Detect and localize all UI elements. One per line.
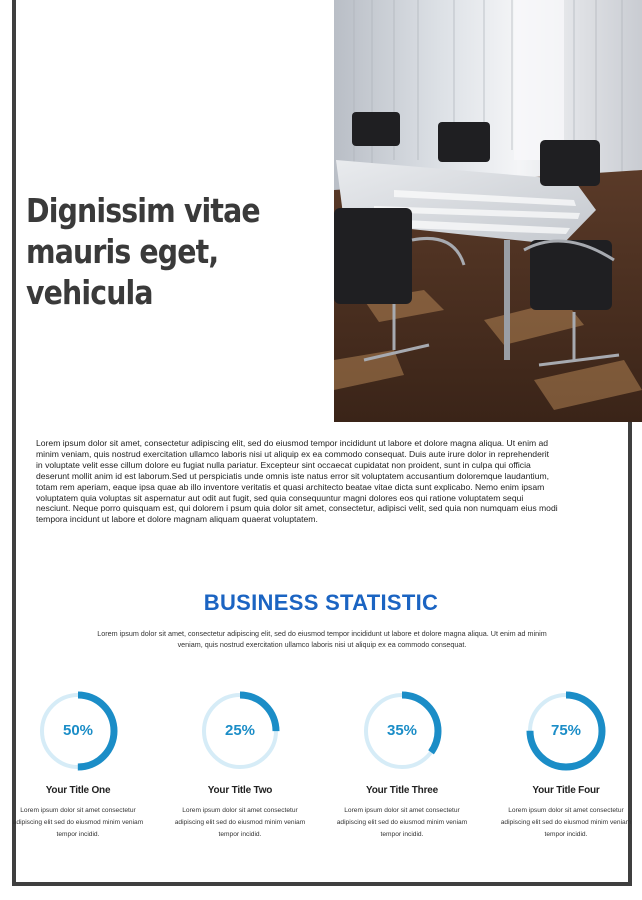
stat-card-1 — [8, 690, 148, 841]
conference-room-photo — [334, 0, 642, 422]
hero-heading: Dignissim vitae mauris eget, vehicula — [26, 191, 260, 312]
stats-subtitle: Lorem ipsum dolor sit amet, consectetur adipiscing elit, sed do eiusmod tempor incididunt ut labore et dolore magna aliqua. Ut enim ad minim veniam, quis nostrud exercitation ullamco laboris nisi ut aliquip ex ea commodo consequat. — [97, 629, 547, 649]
stat-card-title: Your Title Four — [532, 785, 600, 796]
stat-card-3 — [332, 690, 472, 841]
stat-card-title: Your Title Two — [207, 785, 273, 796]
stat-card-description: Lorem ipsum dolor sit amet consectetur adipiscing elit sed do eiusmod minim veniam tempor incidid. — [174, 807, 306, 838]
intro-paragraph: Lorem ipsum dolor sit amet, consectetur adipiscing elit, sed do eiusmod tempor incididunt ut labore et dolore magna aliqua. Ut enim ad minim veniam, quis nostrud exercitation ullamco laboris nisi ut aliquip ex ea commodo consequat. Duis aute irure dolor in reprehenderit in voluptate velit esse cillum dolore eu fugiat nulla pariatur. Excepteur sint occaecat cupidatat non proident, sunt in culpa qui officia deserunt mollit anim id est laborum.Sed ut perspiciatis unde omnis iste natus error sit voluptatem accusantium doloremque laudantium, totam rem aperiam, eaque ipsa quae ab illo inventore veritatis et quasi architecto beatae vitae dicta sunt explicabo. Nemo enim ipsam voluptatem quia voluptas sit aspernatur aut odit aut fugit, sed quia consequuntur magni dolores eos qui ratione voluptatem sequi nesciunt. Neque porro quisquam est, qui dolorem i psum quia dolor sit amet, consectetur, adipisci velit, sed quia non numquam eius modi tempora incidunt ut labore et dolore magnam aliquam quaerat voluptatem. — [36, 438, 558, 525]
progress-ring — [199, 690, 281, 772]
stat-card-2 — [170, 690, 310, 841]
progress-ring — [37, 690, 119, 772]
progress-ring — [361, 690, 443, 772]
stats-title: BUSINESS STATISTIC — [203, 590, 439, 615]
stat-card-description: Lorem ipsum dolor sit amet consectetur adipiscing elit sed do eiusmod minim veniam tempor incidid. — [12, 807, 144, 838]
stat-card-title: Your Title Three — [365, 785, 438, 796]
percent-label: 75% — [550, 722, 582, 739]
progress-ring — [525, 690, 607, 772]
percent-label: 25% — [224, 722, 256, 739]
stat-card-description: Lorem ipsum dolor sit amet consectetur adipiscing elit sed do eiusmod minim veniam tempor incidid. — [336, 807, 468, 838]
percent-label: 35% — [386, 722, 418, 739]
stat-card-4 — [496, 690, 636, 841]
percent-label: 50% — [62, 722, 94, 739]
stat-card-title: Your Title One — [45, 785, 111, 796]
stat-card-description: Lorem ipsum dolor sit amet consectetur adipiscing elit sed do eiusmod minim veniam tempor incidid. — [500, 807, 632, 838]
